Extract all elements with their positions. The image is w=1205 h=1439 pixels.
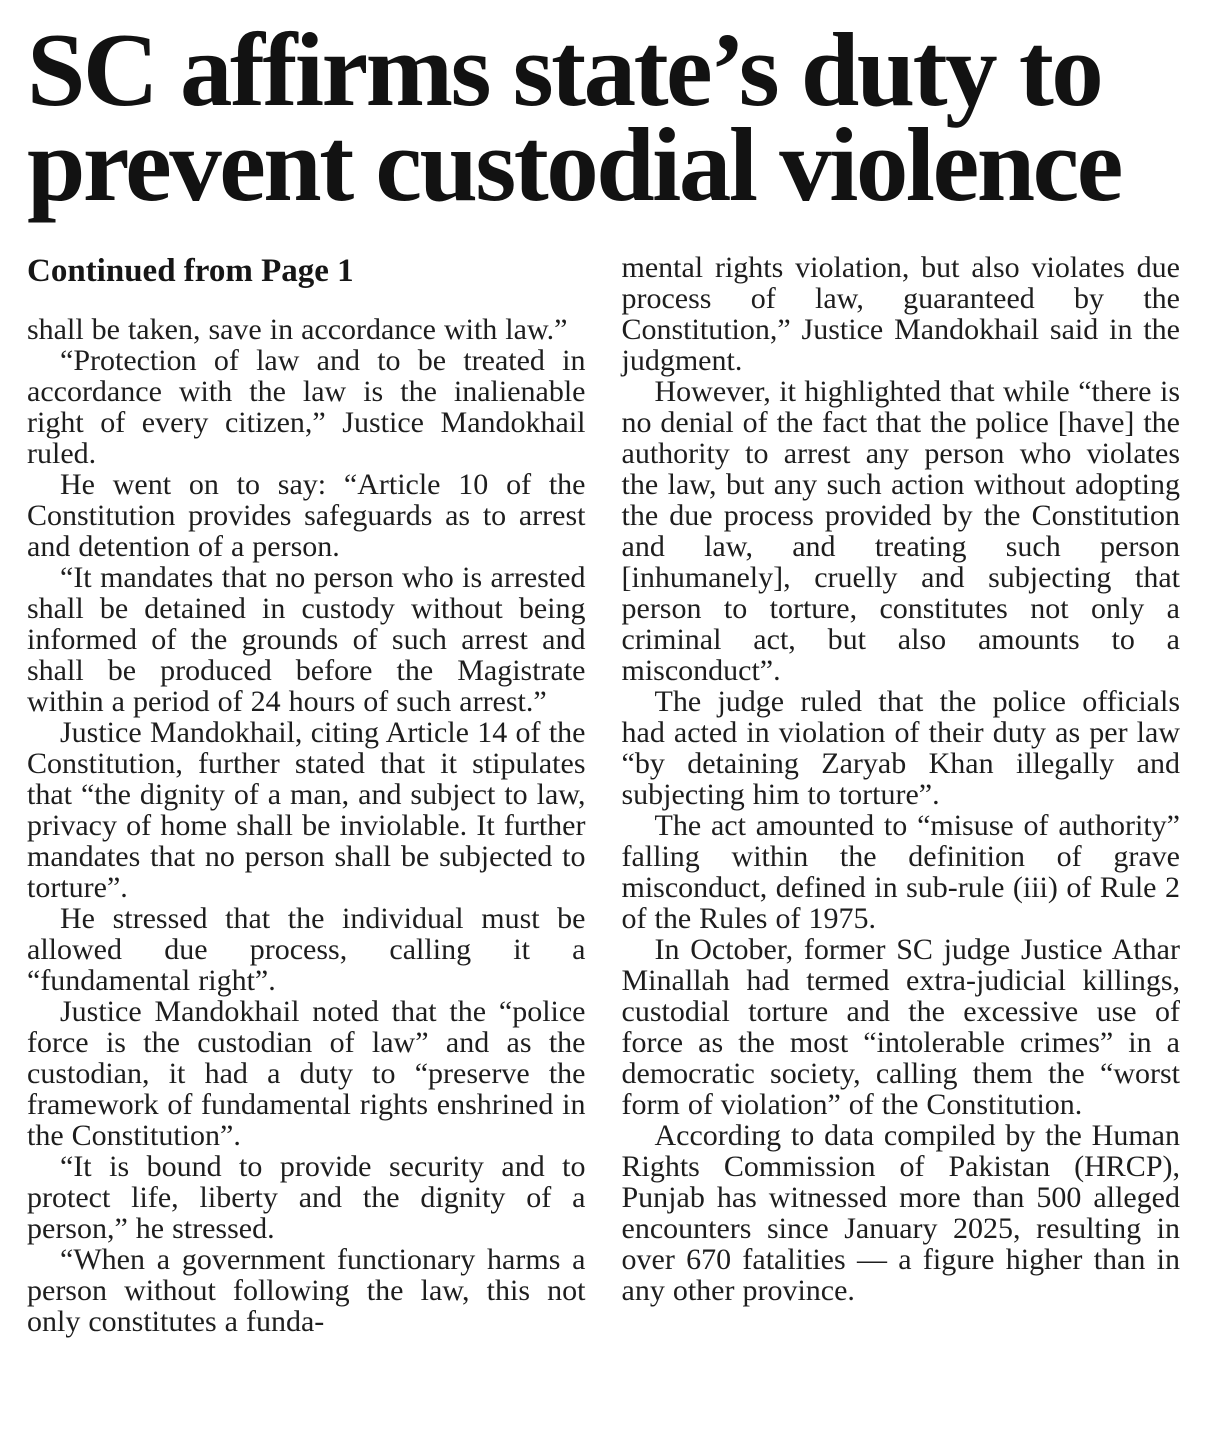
article-paragraph: In October, former SC judge Justice Athar Minallah had termed extra-judicial killings, custodial torture and the excessive use of force as the most “intolerable crimes” in a democratic society, calling them the “worst form of violation” of the Constitution.: [621, 933, 1180, 1121]
article-paragraph: He stressed that the individual must be allowed due process, calling it a “fundamental right”.: [27, 902, 586, 997]
article-paragraph: According to data compiled by the Human Rights Commission of Pakistan (HRCP), Punjab has witnessed more than 500 alleged encounters since January 2025, resulting in over 670 fatalities — a figure higher than in any other province.: [621, 1119, 1180, 1307]
article-headline: SC affirms state’s duty to prevent custodial violence: [27, 11, 1121, 223]
article-column-left: [27, 252, 586, 1337]
continuation-notice: Continued from Page 1: [27, 253, 354, 289]
article-paragraph: “Protection of law and to be treated in accordance with the law is the inalienable right of every citizen,” Justice Mandokhail ruled.: [27, 344, 586, 470]
article-paragraph: mental rights violation, but also violates due process of law, guaranteed by the Constitution,” Justice Mandokhail said in the judgment.: [621, 251, 1180, 377]
article-paragraph: Justice Mandokhail noted that the “police force is the custodian of law” and as the custodian, it had a duty to “preserve the framework of fundamental rights enshrined in the Constitution”.: [27, 995, 586, 1152]
article-column-right: [622, 252, 1181, 1306]
article-columns: [27, 252, 1180, 1337]
article-paragraph: “It mandates that no person who is arrested shall be detained in custody without being informed of the grounds of such arrest and shall be produced before the Magistrate within a period of 24 hours of such arrest.”: [27, 561, 586, 718]
article-paragraph: Justice Mandokhail, citing Article 14 of the Constitution, further stated that it stipulates that “the dignity of a man, and subject to law, privacy of home shall be inviolable. It further mandates that no person shall be subjected to torture”.: [27, 716, 586, 904]
article-paragraph: However, it highlighted that while “there is no denial of the fact that the police [have] the authority to arrest any person who violates the law, but any such action without adopting the due process provided by the Constitution and law, and treating such person [inhumanely], cruelly and subjecting that person to torture, constitutes not only a criminal act, but also amounts to a misconduct”.: [621, 375, 1180, 687]
article-paragraph: The act amounted to “misuse of authority” falling within the definition of grave misconduct, defined in sub-rule (iii) of Rule 2 of the Rules of 1975.: [621, 809, 1180, 935]
article-paragraph: “When a government functionary harms a person without following the law, this not only constitutes a funda-: [27, 1243, 586, 1338]
article-paragraph: “It is bound to provide security and to protect life, liberty and the dignity of a person,” he stressed.: [27, 1150, 586, 1245]
article-paragraph: The judge ruled that the police officials had acted in violation of their duty as per law “by detaining Zaryab Khan illegally and subjecting him to torture”.: [621, 685, 1180, 811]
article-paragraph: He went on to say: “Article 10 of the Constitution provides safeguards as to arrest and detention of a person.: [27, 468, 586, 563]
article-paragraph: shall be taken, save in accordance with law.”: [27, 313, 568, 346]
